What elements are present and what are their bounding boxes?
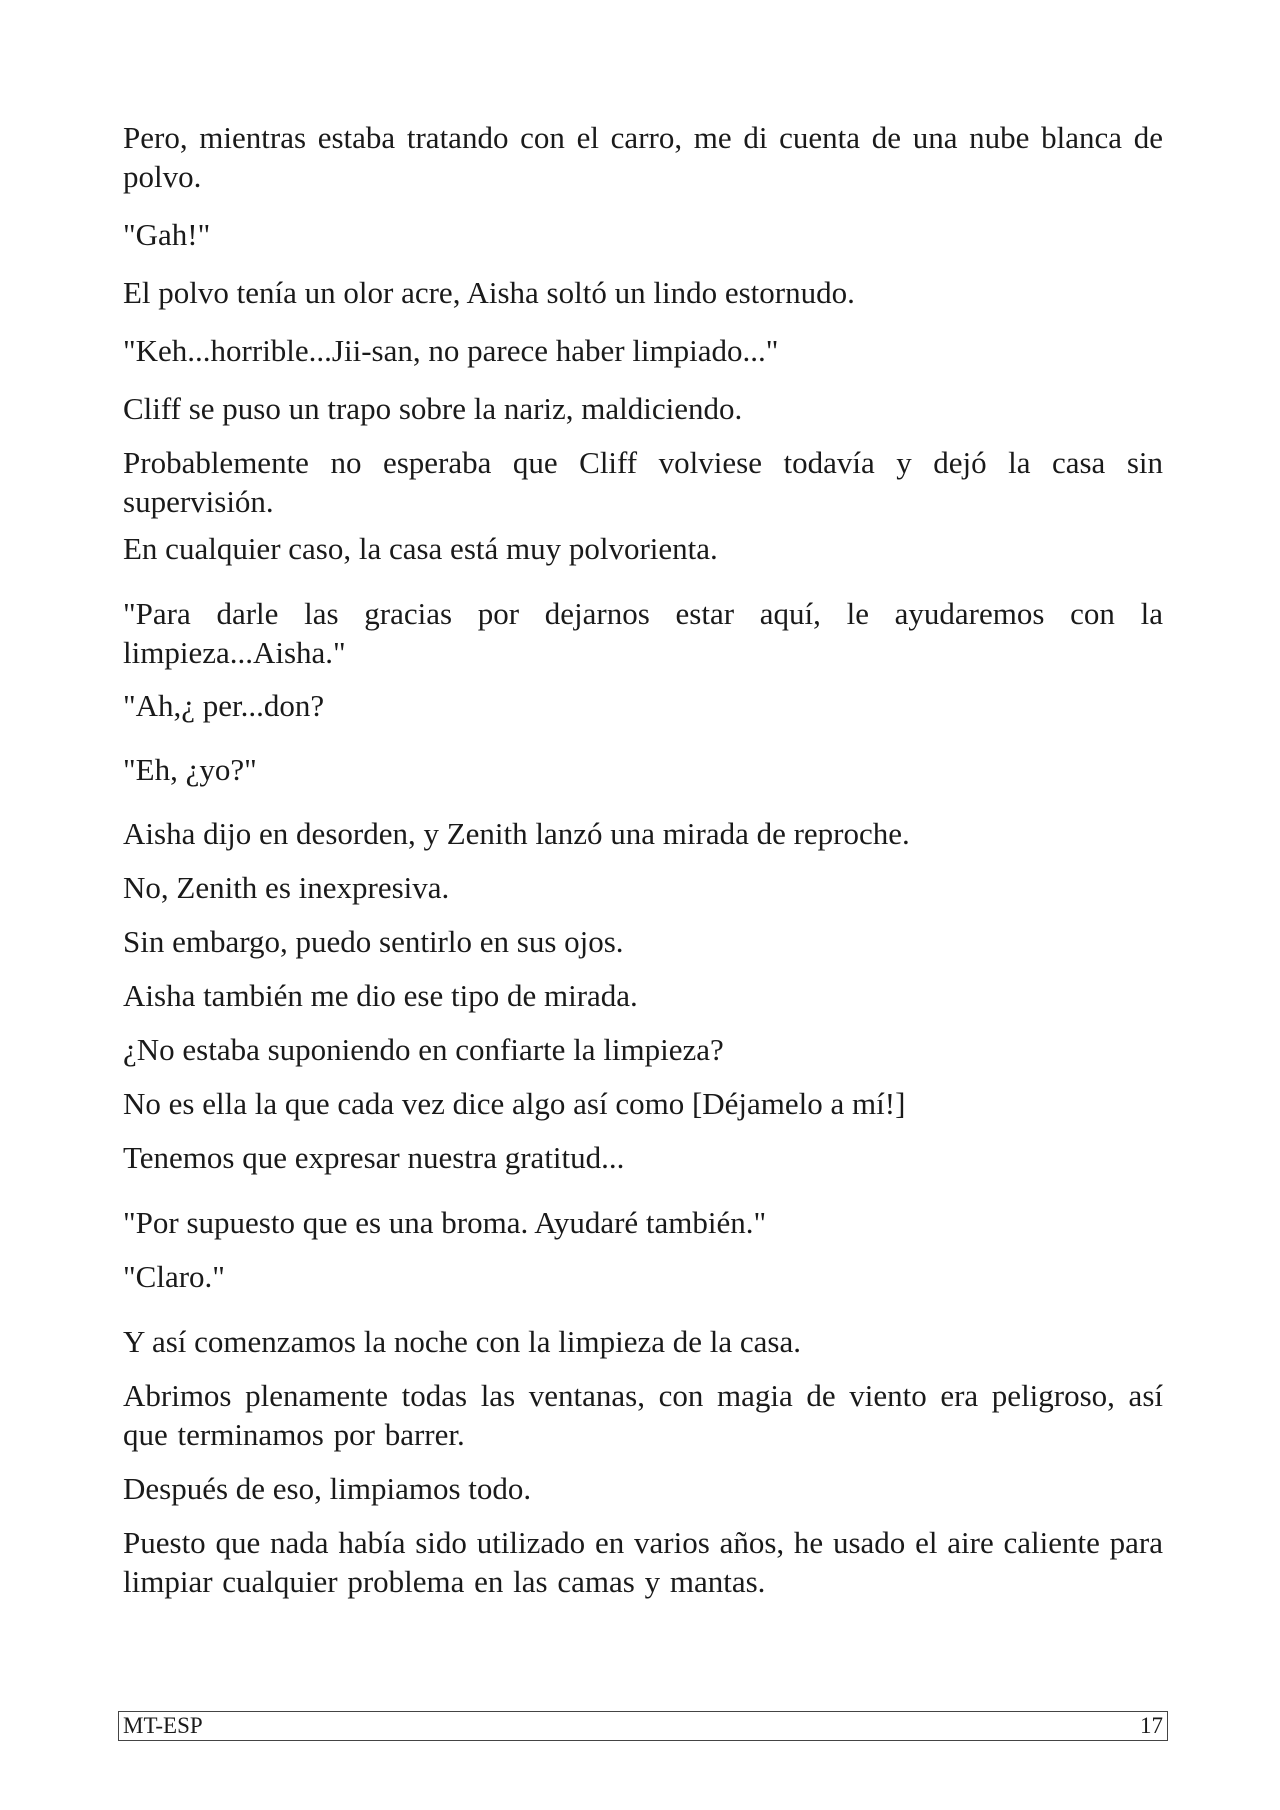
paragraph: No es ella la que cada vez dice algo así como [Déjamelo a mí!] [123,1086,906,1121]
page-body [123,118,1163,1601]
paragraph: Aisha también me dio ese tipo de mirada. [123,978,638,1013]
paragraph: En cualquier caso, la casa está muy polvorienta. [123,531,718,566]
paragraph: Probablemente no esperaba que Cliff volviese todavía y dejó la casa sin supervisión. [123,445,1163,519]
paragraph: "Gah!" [123,217,211,252]
paragraph: Después de eso, limpiamos todo. [123,1471,532,1506]
footer-label: MT-ESP [123,1713,203,1738]
paragraph: "Ah,¿ per...don? [123,688,325,723]
paragraph: "Eh, ¿yo?" [123,752,257,787]
paragraph: Pero, mientras estaba tratando con el carro, me di cuenta de una nube blanca de polvo. [123,120,1163,194]
paragraph: "Keh...horrible...Jii-san, no parece haber limpiado..." [123,333,779,368]
paragraph: ¿No estaba suponiendo en confiarte la limpieza? [123,1032,724,1067]
paragraph: Puesto que nada había sido utilizado en varios años, he usado el aire caliente para limpiar cualquier problema en las camas y mantas. [123,1525,1163,1599]
paragraph: El polvo tenía un olor acre, Aisha soltó un lindo estornudo. [123,275,855,310]
page-footer [118,1711,1168,1741]
paragraph: Tenemos que expresar nuestra gratitud... [123,1140,625,1175]
paragraph: No, Zenith es inexpresiva. [123,870,450,905]
page-number: 17 [1140,1713,1163,1738]
paragraph: Aisha dijo en desorden, y Zenith lanzó una mirada de reproche. [123,816,910,851]
paragraph: Cliff se puso un trapo sobre la nariz, maldiciendo. [123,391,743,426]
paragraph: "Para darle las gracias por dejarnos estar aquí, le ayudaremos con la limpieza...Aisha." [123,596,1163,670]
paragraph: "Claro." [123,1259,225,1294]
paragraph: Abrimos plenamente todas las ventanas, con magia de viento era peligroso, así que terminamos por barrer. [123,1378,1163,1452]
paragraph: Sin embargo, puedo sentirlo en sus ojos. [123,924,624,959]
paragraph: "Por supuesto que es una broma. Ayudaré también." [123,1205,767,1240]
paragraph: Y así comenzamos la noche con la limpieza de la casa. [123,1324,801,1359]
